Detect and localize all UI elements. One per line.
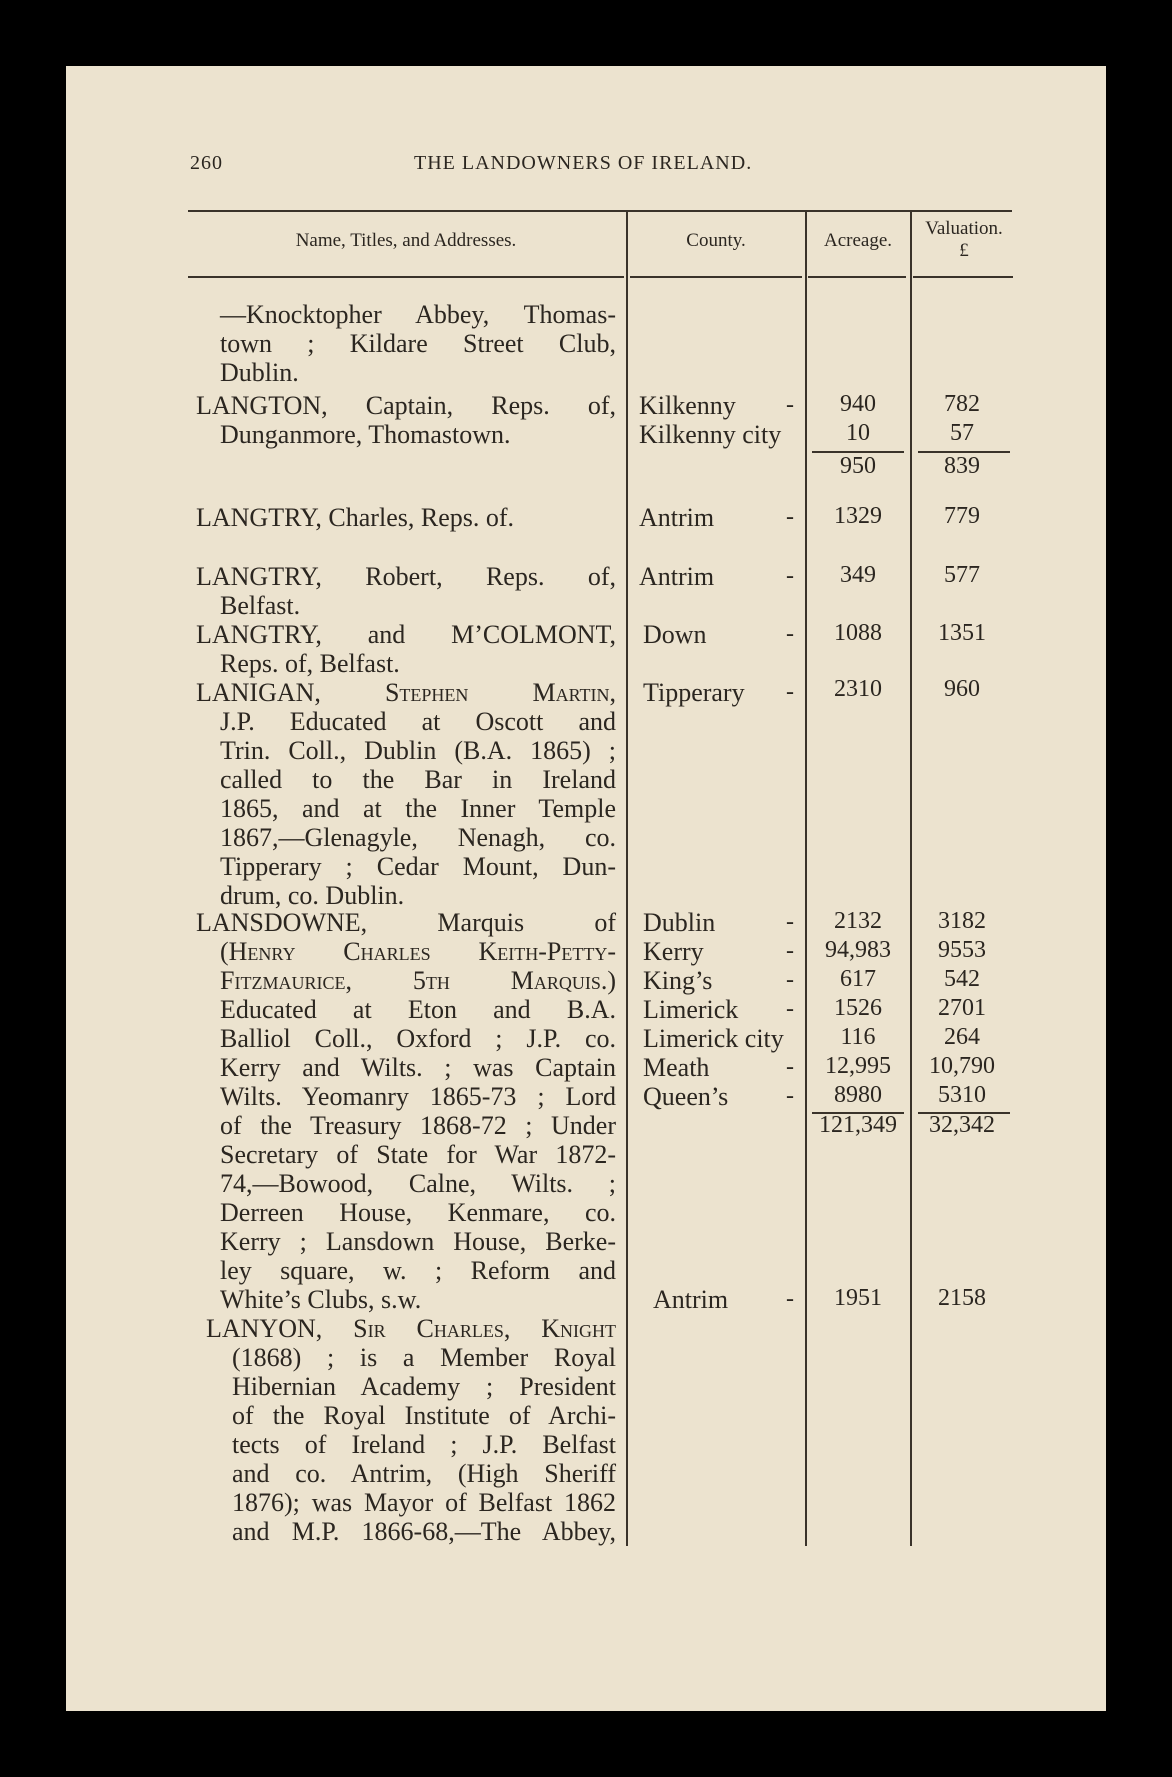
column-header-valuation-unit: £ xyxy=(959,240,969,261)
county-cell: Queen’s xyxy=(643,1082,729,1111)
valuation-cell: 9553 xyxy=(938,937,986,963)
name-line: Belfast. xyxy=(220,591,301,620)
name-line: 74,—Bowood, Calne, Wilts. ; xyxy=(220,1169,616,1198)
acreage-cell: 1088 xyxy=(834,620,882,646)
name-line: and co. Antrim, (High Sheriff xyxy=(232,1459,616,1488)
county-cell: King’s xyxy=(643,966,713,995)
name-line: J.P. Educated at Oscott and xyxy=(220,707,616,736)
acreage-cell: 12,995 xyxy=(825,1053,891,1079)
name-line: of the Royal Institute of Archi- xyxy=(232,1401,616,1430)
name-line: of the Treasury 1868-72 ; Under xyxy=(220,1111,616,1140)
name-line: LANGTON, Captain, Reps. of, xyxy=(196,391,616,420)
column-divider-1 xyxy=(626,212,628,1546)
name-line: 1865, and at the Inner Temple xyxy=(220,794,616,823)
name-line: LANGTRY, Charles, Reps. of. xyxy=(196,503,515,532)
county-cell: Meath xyxy=(643,1053,710,1082)
column-divider-2 xyxy=(805,212,807,1546)
valuation-cell: 10,790 xyxy=(929,1053,995,1079)
acreage-cell: 2132 xyxy=(834,908,882,934)
name-line: tects of Ireland ; J.P. Belfast xyxy=(232,1430,616,1459)
valuation-cell: 1351 xyxy=(938,620,986,646)
county-dash: - xyxy=(786,1054,794,1080)
name-line: Dublin. xyxy=(220,358,299,387)
table-top-rule xyxy=(188,210,1012,212)
acreage-cell: 1526 xyxy=(834,995,882,1021)
county-dash: - xyxy=(786,392,794,418)
name-line: Trin. Coll., Dublin (B.A. 1865) ; xyxy=(220,736,616,765)
acreage-cell: 349 xyxy=(840,562,876,588)
name-line: Derreen House, Kenmare, co. xyxy=(220,1198,616,1227)
county-cell: Tipperary xyxy=(643,678,745,707)
name-line: LANSDOWNE, Marquis of xyxy=(196,908,616,937)
county-dash: - xyxy=(786,996,794,1022)
name-line: (1868) ; is a Member Royal xyxy=(232,1343,616,1372)
valuation-cell: 3182 xyxy=(938,908,986,934)
name-line: and M.P. 1866-68,—The Abbey, xyxy=(232,1517,616,1546)
name-line: drum, co. Dublin. xyxy=(220,881,405,910)
header-rule-acreage xyxy=(808,276,906,278)
county-cell: Antrim xyxy=(653,1285,729,1314)
name-line: Dunganmore, Thomastown. xyxy=(220,420,511,449)
valuation-cell: 779 xyxy=(944,503,980,529)
county-dash: - xyxy=(786,563,794,589)
acreage-cell: 940 xyxy=(840,391,876,417)
county-dash: - xyxy=(786,621,794,647)
name-line: LANGTRY, and M’COLMONT, xyxy=(196,620,616,649)
valuation-cell: 577 xyxy=(944,562,980,588)
name-line: called to the Bar in Ireland xyxy=(220,765,616,794)
valuation-total: 32,342 xyxy=(929,1112,995,1138)
county-cell: Kilkenny city xyxy=(639,420,782,449)
name-line: Educated at Eton and B.A. xyxy=(220,995,616,1024)
acreage-cell: 1329 xyxy=(834,503,882,529)
name-line: 1876); was Mayor of Belfast 1862 xyxy=(232,1488,616,1517)
county-dash: - xyxy=(786,1286,794,1312)
column-header-acreage: Acreage. xyxy=(823,230,893,251)
name-line: Balliol Coll., Oxford ; J.P. co. xyxy=(220,1024,616,1053)
county-cell: Down xyxy=(643,620,707,649)
acreage-cell: 10 xyxy=(846,420,870,446)
county-cell: Limerick xyxy=(643,995,739,1024)
county-cell: Kilkenny xyxy=(639,391,736,420)
name-line: LANGTRY, Robert, Reps. of, xyxy=(196,562,616,591)
county-cell: Antrim xyxy=(639,562,715,591)
valuation-cell: 5310 xyxy=(938,1082,986,1108)
name-line: town ; Kildare Street Club, xyxy=(220,329,616,358)
county-dash: - xyxy=(786,679,794,705)
name-line: 1867,—Glenagyle, Nenagh, co. xyxy=(220,823,616,852)
county-cell: Dublin xyxy=(643,908,716,937)
name-line: White’s Clubs, s.w. xyxy=(220,1285,422,1314)
name-line: Secretary of State for War 1872- xyxy=(220,1140,616,1169)
county-dash: - xyxy=(786,967,794,993)
county-dash: - xyxy=(786,909,794,935)
county-dash: - xyxy=(786,504,794,530)
name-line: Kerry and Wilts. ; was Captain xyxy=(220,1053,616,1082)
acreage-cell: 617 xyxy=(840,966,876,992)
name-line: Reps. of, Belfast. xyxy=(220,649,400,678)
name-line: LANYON, Sir Charles, Knight xyxy=(206,1314,616,1343)
acreage-total: 121,349 xyxy=(819,1112,897,1138)
name-line: (Henry Charles Keith-Petty- xyxy=(220,937,616,966)
valuation-cell: 960 xyxy=(944,676,980,702)
page-number: 260 xyxy=(190,152,223,174)
name-line: LANIGAN, Stephen Martin, xyxy=(196,678,616,707)
column-header-county: County. xyxy=(686,230,746,251)
name-line: ley square, w. ; Reform and xyxy=(220,1256,616,1285)
column-header-valuation: Valuation. xyxy=(925,218,1003,239)
acreage-cell: 8980 xyxy=(834,1082,882,1108)
name-line: Hibernian Academy ; President xyxy=(232,1372,616,1401)
valuation-cell: 782 xyxy=(944,391,980,417)
header-rule-valuation xyxy=(913,276,1013,278)
acreage-cell: 116 xyxy=(840,1024,876,1050)
valuation-total: 839 xyxy=(944,453,980,479)
county-dash: - xyxy=(786,938,794,964)
acreage-cell: 94,983 xyxy=(825,937,891,963)
county-dash: - xyxy=(786,1083,794,1109)
name-line: Tipperary ; Cedar Mount, Dun- xyxy=(220,852,616,881)
acreage-total: 950 xyxy=(840,453,876,479)
header-rule-county xyxy=(630,276,802,278)
name-line: Wilts. Yeomanry 1865-73 ; Lord xyxy=(220,1082,616,1111)
name-line: —Knocktopher Abbey, Thomas- xyxy=(220,300,616,329)
valuation-cell: 57 xyxy=(950,420,974,446)
county-cell: Limerick city xyxy=(643,1024,784,1053)
valuation-cell: 2158 xyxy=(938,1285,986,1311)
header-rule-name xyxy=(188,276,624,278)
name-line: Fitzmaurice, 5th Marquis.) xyxy=(220,966,616,995)
running-title: THE LANDOWNERS OF IRELAND. xyxy=(414,152,753,174)
acreage-cell: 2310 xyxy=(834,676,882,702)
valuation-cell: 542 xyxy=(944,966,980,992)
column-header-name: Name, Titles, and Addresses. xyxy=(295,230,517,251)
county-cell: Kerry xyxy=(643,937,704,966)
name-line: Kerry ; Lansdown House, Berke- xyxy=(220,1227,616,1256)
acreage-cell: 1951 xyxy=(834,1285,882,1311)
county-cell: Antrim xyxy=(639,503,715,532)
valuation-cell: 264 xyxy=(944,1024,980,1050)
valuation-cell: 2701 xyxy=(938,995,986,1021)
